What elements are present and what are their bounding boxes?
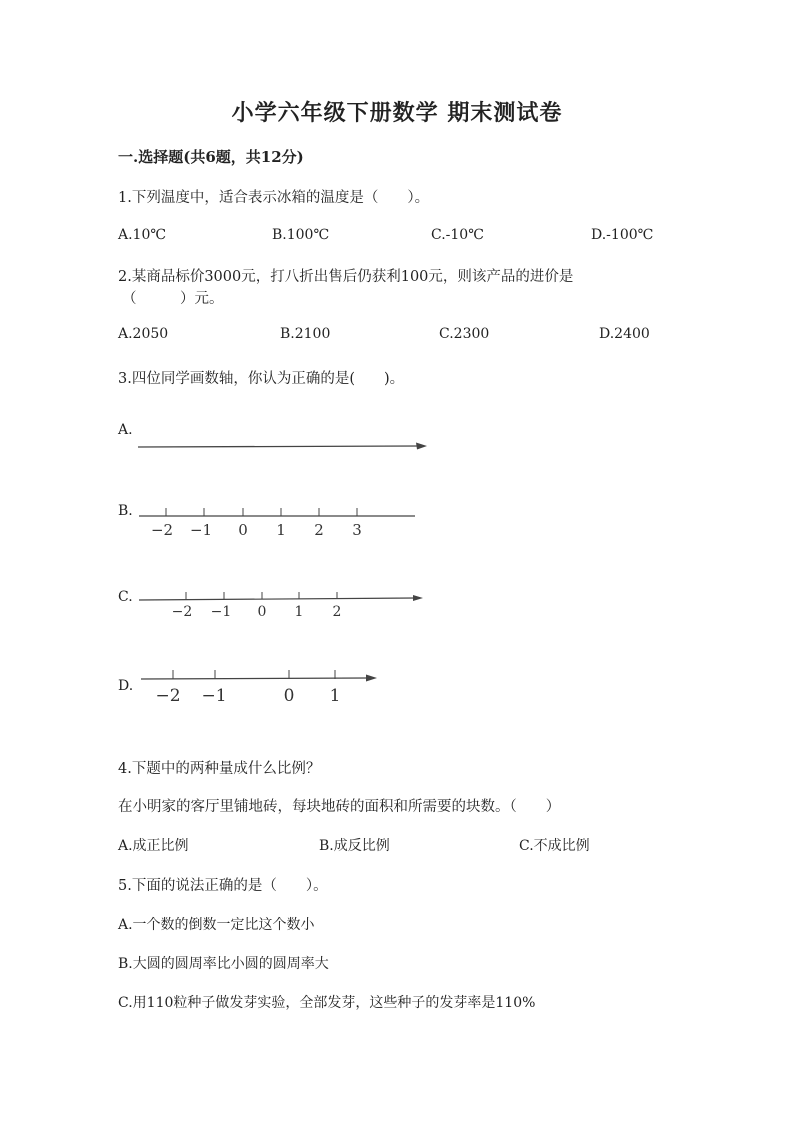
- q5-option-c[interactable]: C.用110粒种子做发芽实验，全部发芽，这些种子的发芽率是110%: [118, 995, 536, 1011]
- number-line-c: [135, 588, 430, 622]
- tick-label: 2: [332, 604, 342, 620]
- q4-option-c[interactable]: C.不成比例: [519, 838, 590, 854]
- q5-option-a[interactable]: A.一个数的倒数一定比这个数小: [118, 917, 315, 933]
- tick-label: 2: [314, 521, 324, 539]
- ticks: [166, 508, 357, 516]
- q3-option-d-label[interactable]: D.: [118, 678, 134, 694]
- tick-label: −1: [201, 686, 227, 706]
- question-3-stem: 3.四位同学画数轴，你认为正确的是( )。: [118, 371, 405, 387]
- tick-label: −2: [171, 604, 193, 620]
- q1-option-c[interactable]: C.-10℃: [431, 227, 484, 243]
- tick-label: 0: [257, 604, 267, 620]
- tick-label: −1: [189, 521, 213, 539]
- question-2-stem: 2.某商品标价3000元，打八折出售后仍获利100元，则该产品的进价是: [118, 269, 574, 285]
- q1-option-b[interactable]: B.100℃: [272, 227, 330, 243]
- q2-option-c[interactable]: C.2300: [439, 326, 490, 342]
- tick-label: 0: [283, 686, 295, 706]
- q1-option-d[interactable]: D.-100℃: [591, 227, 654, 243]
- q2-option-d[interactable]: D.2400: [599, 326, 650, 342]
- number-line-d: [135, 666, 385, 708]
- number-line-a: [135, 440, 435, 454]
- q2-option-a[interactable]: A.2050: [118, 326, 169, 342]
- tick-label: 1: [276, 521, 286, 539]
- arrow-head: [416, 443, 427, 450]
- arrow-head: [366, 675, 377, 682]
- tick-label: −2: [155, 686, 181, 706]
- arrow-head: [413, 595, 423, 601]
- tick-label: 1: [329, 686, 341, 706]
- axis-line: [139, 598, 415, 600]
- q4-option-a[interactable]: A.成正比例: [118, 838, 189, 854]
- question-1-stem: 1.下列温度中，适合表示冰箱的温度是（ ）。: [118, 190, 430, 206]
- q3-option-b-label[interactable]: B.: [118, 503, 133, 519]
- tick-label: −2: [150, 521, 174, 539]
- q3-option-c-label[interactable]: C.: [118, 589, 133, 605]
- question-4-subtext: 在小明家的客厅里铺地砖，每块地砖的面积和所需要的块数。（ ）: [118, 799, 561, 815]
- ticks: [186, 592, 337, 599]
- question-5-stem: 5.下面的说法正确的是（ ）。: [118, 878, 328, 894]
- axis-line: [141, 678, 367, 679]
- tick-label: 0: [238, 521, 248, 539]
- q2-option-b[interactable]: B.2100: [280, 326, 331, 342]
- tick-label: 1: [294, 604, 304, 620]
- question-4-stem: 4.下题中的两种量成什么比例？: [118, 761, 321, 777]
- q1-option-a[interactable]: A.10℃: [118, 227, 167, 243]
- page-title: 小学六年级下册数学 期末测试卷: [231, 100, 563, 126]
- q3-option-a-label[interactable]: A.: [118, 422, 133, 438]
- question-2-stem-cont: （ ）元。: [122, 291, 224, 307]
- section-heading: 一.选择题(共6题，共12分): [118, 148, 304, 166]
- q5-option-b[interactable]: B.大圆的圆周率比小圆的圆周率大: [118, 956, 329, 972]
- tick-label: 3: [352, 521, 362, 539]
- number-line-b: [135, 505, 425, 541]
- tick-label: −1: [210, 604, 232, 620]
- axis-line: [138, 446, 421, 447]
- q4-option-b[interactable]: B.成反比例: [319, 838, 390, 854]
